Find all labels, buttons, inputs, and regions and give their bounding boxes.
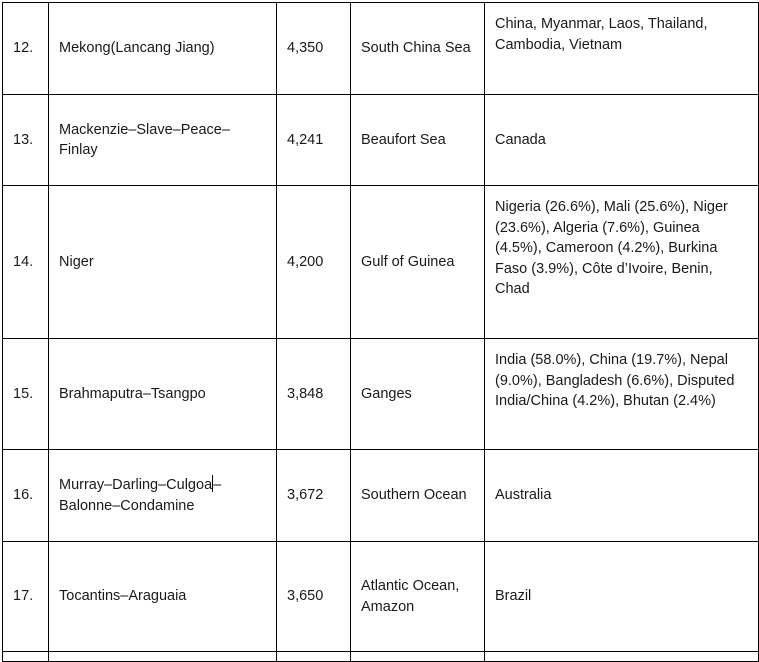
rank-cell[interactable]: 14. — [3, 186, 49, 339]
length-cell[interactable]: 4,200 — [277, 186, 351, 339]
table-row — [3, 450, 759, 542]
table-row — [3, 186, 759, 339]
outflow-cell[interactable]: South China Sea — [351, 3, 485, 95]
countries-cell[interactable]: Nigeria (26.6%), Mali (25.6%), Niger (23.6%), Algeria (7.6%), Guinea (4.5%), Cameroon (4.2%), Burkina Faso (3.9%), Côte d’Ivoire, Benin, Chad — [485, 186, 759, 339]
river-cell[interactable]: Brahmaputra–Tsangpo — [49, 339, 277, 450]
length-cell[interactable] — [277, 652, 351, 662]
outflow-cell[interactable]: Ganges — [351, 339, 485, 450]
outflow-cell[interactable]: Atlantic Ocean, Amazon — [351, 542, 485, 652]
river-cell[interactable] — [49, 652, 277, 662]
rank-cell[interactable]: 16. — [3, 450, 49, 542]
outflow-cell[interactable]: Gulf of Guinea — [351, 186, 485, 339]
length-cell[interactable]: 3,848 — [277, 339, 351, 450]
countries-cell[interactable]: Australia — [485, 450, 759, 542]
outflow-cell[interactable] — [351, 652, 485, 662]
rivers-table — [2, 2, 759, 662]
rank-cell[interactable]: 17. — [3, 542, 49, 652]
countries-cell[interactable] — [485, 652, 759, 662]
river-cell[interactable]: Mekong(Lancang Jiang) — [49, 3, 277, 95]
length-cell[interactable]: 4,350 — [277, 3, 351, 95]
table-row — [3, 3, 759, 95]
outflow-cell[interactable]: Beaufort Sea — [351, 95, 485, 186]
length-cell[interactable]: 3,650 — [277, 542, 351, 652]
rank-cell[interactable]: 15. — [3, 339, 49, 450]
rank-cell[interactable] — [3, 652, 49, 662]
outflow-cell[interactable]: Southern Ocean — [351, 450, 485, 542]
countries-cell[interactable]: Canada — [485, 95, 759, 186]
river-cell[interactable]: Tocantins–Araguaia — [49, 542, 277, 652]
river-cell[interactable] — [49, 95, 277, 186]
table-row-partial — [3, 652, 759, 662]
countries-cell[interactable]: Brazil — [485, 542, 759, 652]
river-name-part1: Murray–Darling–Culgoa — [59, 477, 213, 493]
length-cell[interactable]: 3,672 — [277, 450, 351, 542]
river-name-part2: –Balonne–Condamine — [59, 477, 222, 514]
table-row — [3, 95, 759, 186]
length-cell[interactable]: 4,241 — [277, 95, 351, 186]
countries-cell[interactable]: India (58.0%), China (19.7%), Nepal (9.0%), Bangladesh (6.6%), Disputed India/China (4.2%), Bhutan (2.4%) — [485, 339, 759, 450]
river-name: Mackenzie–Slave–Peace–Finlay — [59, 121, 230, 158]
table-row — [3, 542, 759, 652]
river-cell[interactable] — [49, 450, 277, 542]
countries-cell[interactable]: China, Myanmar, Laos, Thailand, Cambodia, Vietnam — [485, 3, 759, 95]
river-cell[interactable]: Niger — [49, 186, 277, 339]
rank-cell[interactable]: 13. — [3, 95, 49, 186]
table-row — [3, 339, 759, 450]
rank-cell[interactable]: 12. — [3, 3, 49, 95]
